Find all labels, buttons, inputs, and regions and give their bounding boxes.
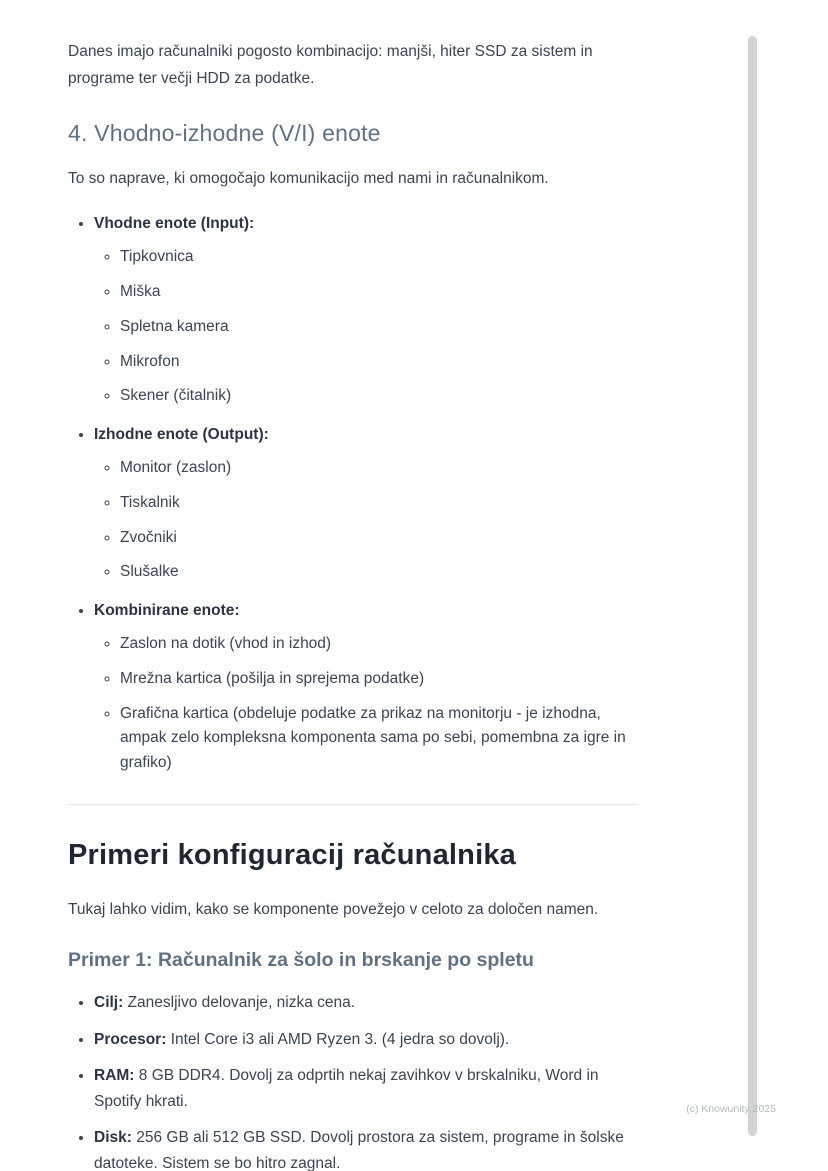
list-item (120, 632, 638, 657)
list-item (120, 245, 638, 270)
example1-title: Primer 1: Računalnik za šolo in brskanje po spletu (68, 949, 534, 972)
section-io-description: To so naprave, ki omogočajo komunikacijo med nami in računalnikom. (68, 170, 549, 188)
list-item (120, 667, 638, 692)
list-item-input-group (94, 212, 638, 409)
list-item-text: Skener (čitalnik) (120, 387, 232, 405)
spec-item-cilj (94, 990, 638, 1016)
list-item (120, 280, 638, 305)
spec-label: RAM: (94, 1067, 135, 1085)
document-content (68, 38, 638, 1171)
spec-item-procesor (94, 1027, 638, 1053)
example1-spec-list (68, 990, 638, 1171)
group-label: Izhodne enote (Output): (94, 426, 269, 444)
list-item (120, 456, 638, 481)
spec-text: Zanesljivo delovanje, nizka cena. (127, 994, 356, 1012)
spec-item-disk (94, 1125, 638, 1171)
list-item (120, 702, 638, 776)
section-io-title: 4. Vhodno-izhodne (V/I) enote (68, 120, 381, 147)
spec-text: 256 GB ali 512 GB SSD. Dovolj prostora za sistem, programe in šolske datoteke. Sistem se bo hitro zagnal. (94, 1129, 624, 1171)
list-item (120, 384, 638, 409)
section-divider (68, 804, 638, 805)
group-label: Kombinirane enote: (94, 602, 240, 620)
combined-devices-list (94, 632, 638, 776)
spec-label: Disk: (94, 1129, 132, 1147)
list-item-text: Tiskalnik (120, 493, 180, 511)
spec-label: Cilj: (94, 994, 124, 1012)
io-groups-list (68, 212, 638, 776)
copyright-watermark: (c) Knowunity 2025 (686, 1103, 776, 1115)
spec-item-ram (94, 1063, 638, 1114)
list-item-text: Slušalke (120, 563, 179, 581)
list-item-text: Zvočniki (120, 528, 177, 546)
list-item-text: Grafična kartica (obdeluje podatke za prikaz na monitorju - je izhodna, ampak zelo kompleksna komponenta sama po sebi, pomembna za igre in grafiko) (120, 704, 626, 772)
list-item-text: Monitor (zaslon) (120, 458, 232, 476)
list-item-text: Mikrofon (120, 352, 180, 370)
spec-text: Intel Core i3 ali AMD Ryzen 3. (4 jedra so dovolj). (170, 1030, 510, 1048)
scrollbar-thumb[interactable] (748, 36, 757, 1136)
spec-label: Procesor: (94, 1030, 167, 1048)
list-item (120, 315, 638, 340)
list-item-combined-group (94, 599, 638, 776)
input-devices-list (94, 245, 638, 409)
list-item (120, 560, 638, 585)
list-item (120, 350, 638, 375)
list-item-output-group (94, 423, 638, 585)
list-item-text: Tipkovnica (120, 248, 194, 266)
output-devices-list (94, 456, 638, 585)
intro-paragraph: Danes imajo računalniki pogosto kombinacijo: manjši, hiter SSD za sistem in programe ter večji HDD za podatke. (68, 43, 593, 88)
list-item-text: Miška (120, 282, 161, 300)
list-item-text: Mrežna kartica (pošilja in sprejema podatke) (120, 669, 425, 687)
examples-description: Tukaj lahko vidim, kako se komponente povežejo v celoto za določen namen. (68, 900, 599, 918)
group-label: Vhodne enote (Input): (94, 215, 255, 233)
examples-section-title: Primeri konfiguracij računalnika (68, 838, 516, 871)
list-item-text: Zaslon na dotik (vhod in izhod) (120, 634, 332, 652)
list-item (120, 491, 638, 516)
list-item-text: Spletna kamera (120, 317, 229, 335)
spec-text: 8 GB DDR4. Dovolj za odprtih nekaj zavihkov v brskalniku, Word in Spotify hkrati. (94, 1067, 599, 1110)
list-item (120, 526, 638, 551)
